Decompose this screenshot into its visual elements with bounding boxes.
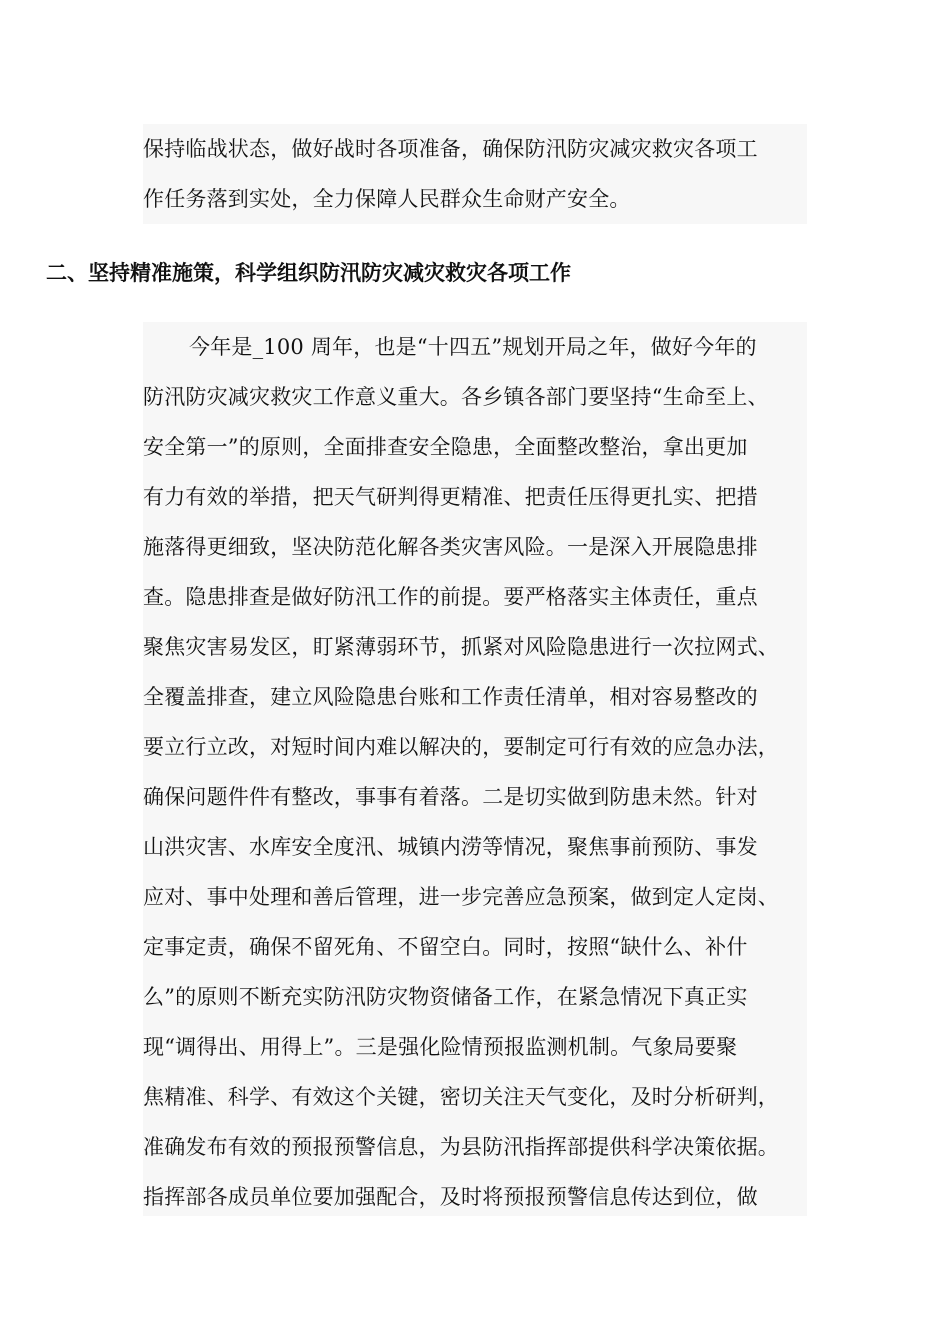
text-line: 施落得更细致，坚决防范化解各类灾害风险。一是深入开展隐患排 xyxy=(143,535,758,559)
text-line: 聚焦灾害易发区，盯紧薄弱环节，抓紧对风险隐患进行一次拉网式、 xyxy=(143,635,779,659)
text-line: 全覆盖排查，建立风险隐患台账和工作责任清单，相对容易整改的 xyxy=(143,685,758,709)
text-line: 今年是_100 周年，也是“十四五”规划开局之年，做好今年的 xyxy=(189,335,757,359)
main-paragraph xyxy=(143,322,807,1216)
text-line: 查。隐患排查是做好防汛工作的前提。要严格落实主体责任，重点 xyxy=(143,585,758,609)
section-heading: 二、坚持精准施策，科学组织防汛防灾减灾救灾各项工作 xyxy=(46,261,571,285)
text-line: 定事定责，确保不留死角、不留空白。同时，按照“缺什么、补什 xyxy=(143,935,748,959)
text-line: 确保问题件件有整改，事事有着落。二是切实做到防患未然。针对 xyxy=(143,785,758,809)
text-line: 现“调得出、用得上”。三是强化险情预报监测机制。气象局要聚 xyxy=(143,1035,738,1059)
text-line: 保持临战状态，做好战时各项准备，确保防汛防灾减灾救灾各项工 xyxy=(143,137,758,161)
text-line: 要立行立改，对短时间内难以解决的，要制定可行有效的应急办法， xyxy=(143,735,779,759)
text-line: 有力有效的举措，把天气研判得更精准、把责任压得更扎实、把措 xyxy=(143,485,758,509)
text-line: 么”的原则不断充实防汛防灾物资储备工作，在紧急情况下真正实 xyxy=(143,985,748,1009)
text-line: 准确发布有效的预报预警信息，为县防汛指挥部提供科学决策依据。 xyxy=(143,1135,779,1159)
text-line: 安全第一”的原则，全面排查安全隐患，全面整改整治，拿出更加 xyxy=(143,435,748,459)
text-line: 山洪灾害、水库安全度汛、城镇内涝等情况，聚焦事前预防、事发 xyxy=(143,835,758,859)
text-line: 应对、事中处理和善后管理，进一步完善应急预案，做到定人定岗、 xyxy=(143,885,779,909)
text-line: 作任务落到实处，全力保障人民群众生命财产安全。 xyxy=(143,187,631,211)
top-paragraph xyxy=(143,124,807,224)
text-line: 指挥部各成员单位要加强配合，及时将预报预警信息传达到位，做 xyxy=(143,1185,758,1209)
text-line: 防汛防灾减灾救灾工作意义重大。各乡镇各部门要坚持“生命至上、 xyxy=(143,385,769,409)
text-line: 焦精准、科学、有效这个关键，密切关注天气变化，及时分析研判， xyxy=(143,1085,779,1109)
